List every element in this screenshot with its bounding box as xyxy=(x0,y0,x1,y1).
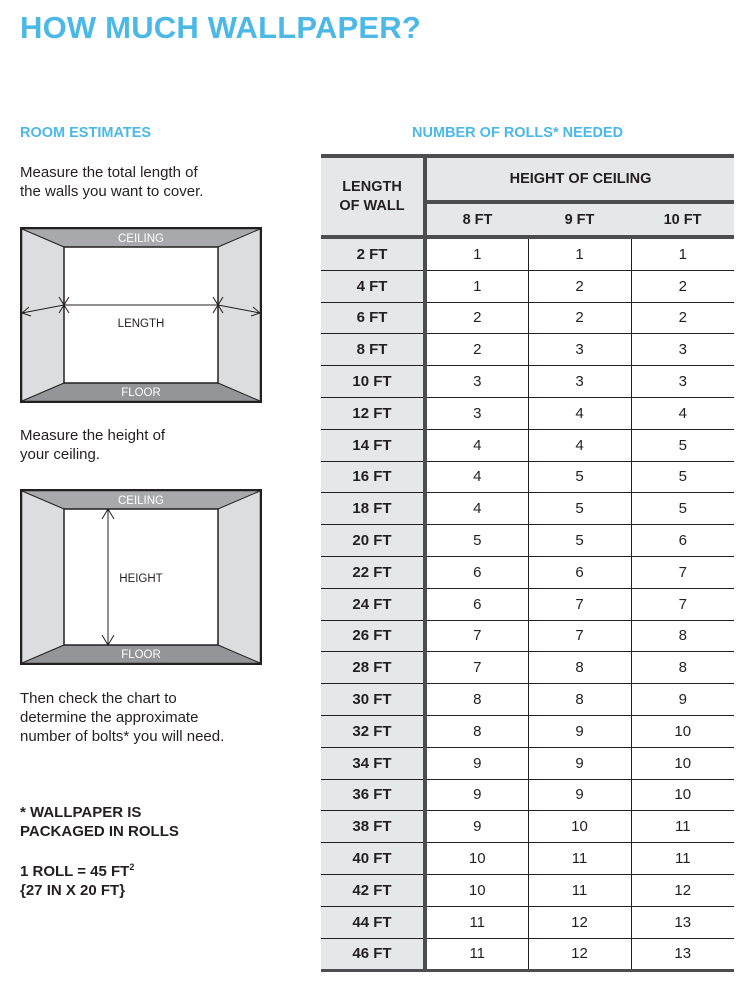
rolls-value-cell: 9 xyxy=(528,779,631,811)
rolls-value-cell: 13 xyxy=(631,938,734,971)
rolls-value-cell: 3 xyxy=(631,366,734,398)
table-row xyxy=(321,525,734,557)
length-label: LENGTH xyxy=(117,318,165,330)
table-row xyxy=(321,302,734,334)
rolls-value-cell: 7 xyxy=(528,588,631,620)
length-diagram xyxy=(20,227,262,403)
rolls-value-cell: 8 xyxy=(425,715,528,747)
squared-superscript: 2 xyxy=(129,862,135,872)
page-title: HOW MUCH WALLPAPER? xyxy=(20,10,422,45)
wall-length-cell: 2 FT xyxy=(321,237,425,270)
rolls-value-cell: 6 xyxy=(425,556,528,588)
table-row xyxy=(321,556,734,588)
wall-length-cell: 30 FT xyxy=(321,684,425,716)
rolls-value-cell: 5 xyxy=(425,525,528,557)
rolls-needed-heading: NUMBER OF ROLLS* NEEDED xyxy=(412,125,624,141)
roll-area-text: 1 ROLL = 45 FT xyxy=(20,863,130,880)
table-row xyxy=(321,906,734,938)
step-measure-length-text: Measure the total length of the walls you want to cover. xyxy=(20,164,204,200)
rolls-value-cell: 9 xyxy=(631,684,734,716)
table-row xyxy=(321,334,734,366)
wall-length-cell: 10 FT xyxy=(321,366,425,398)
floor-label: FLOOR xyxy=(121,649,161,661)
table-row xyxy=(321,366,734,398)
rolls-value-cell: 11 xyxy=(425,906,528,938)
rolls-value-cell: 3 xyxy=(631,334,734,366)
rolls-value-cell: 1 xyxy=(425,237,528,270)
rolls-value-cell: 2 xyxy=(528,302,631,334)
table-row xyxy=(321,684,734,716)
rolls-value-cell: 3 xyxy=(528,334,631,366)
column-header-9ft: 9 FT xyxy=(528,202,631,237)
rolls-value-cell: 10 xyxy=(425,843,528,875)
rolls-value-cell: 9 xyxy=(528,715,631,747)
rolls-value-cell: 3 xyxy=(528,366,631,398)
column-header-10ft: 10 FT xyxy=(631,202,734,237)
wall-length-cell: 18 FT xyxy=(321,493,425,525)
rolls-value-cell: 6 xyxy=(425,588,528,620)
rolls-value-cell: 9 xyxy=(425,779,528,811)
table-row xyxy=(321,270,734,302)
wall-length-cell: 32 FT xyxy=(321,715,425,747)
ceiling-label: CEILING xyxy=(117,233,165,245)
rolls-value-cell: 4 xyxy=(425,429,528,461)
rolls-value-cell: 12 xyxy=(528,906,631,938)
rolls-value-cell: 5 xyxy=(631,493,734,525)
wall-length-cell: 20 FT xyxy=(321,525,425,557)
wall-length-cell: 42 FT xyxy=(321,874,425,906)
rolls-value-cell: 7 xyxy=(528,620,631,652)
table-row xyxy=(321,620,734,652)
rolls-value-cell: 2 xyxy=(631,270,734,302)
step-check-chart-text: Then check the chart to determine the approximate number of bolts* you will need. xyxy=(20,690,225,745)
ceiling-label: CEILING xyxy=(117,495,165,507)
wall-length-cell: 38 FT xyxy=(321,811,425,843)
wall-length-cell: 34 FT xyxy=(321,747,425,779)
rolls-value-cell: 9 xyxy=(425,747,528,779)
floor-label: FLOOR xyxy=(121,387,161,399)
rolls-value-cell: 9 xyxy=(425,811,528,843)
rolls-value-cell: 11 xyxy=(631,811,734,843)
rolls-value-cell: 6 xyxy=(631,525,734,557)
rolls-value-cell: 5 xyxy=(528,525,631,557)
rolls-value-cell: 1 xyxy=(425,270,528,302)
rolls-value-cell: 8 xyxy=(631,620,734,652)
rolls-value-cell: 2 xyxy=(425,334,528,366)
rolls-value-cell: 7 xyxy=(631,556,734,588)
roll-dimensions-text: {27 IN X 20 FT} xyxy=(20,882,126,899)
length-of-wall-header: LENGTH OF WALL xyxy=(321,156,425,237)
room-estimates-heading: ROOM ESTIMATES xyxy=(20,125,152,141)
rolls-value-cell: 2 xyxy=(425,302,528,334)
rolls-value-cell: 11 xyxy=(425,938,528,971)
rolls-value-cell: 10 xyxy=(425,874,528,906)
rolls-value-cell: 1 xyxy=(528,237,631,270)
rolls-value-cell: 3 xyxy=(425,366,528,398)
rolls-value-cell: 2 xyxy=(528,270,631,302)
wall-length-cell: 12 FT xyxy=(321,397,425,429)
table-row xyxy=(321,588,734,620)
rolls-value-cell: 10 xyxy=(631,747,734,779)
step-measure-height-text: Measure the height of your ceiling. xyxy=(20,427,166,463)
wall-length-cell: 44 FT xyxy=(321,906,425,938)
table-row xyxy=(321,429,734,461)
wall-length-cell: 46 FT xyxy=(321,938,425,971)
rolls-value-cell: 2 xyxy=(631,302,734,334)
rolls-value-cell: 12 xyxy=(631,874,734,906)
rolls-value-cell: 11 xyxy=(528,874,631,906)
wall-length-cell: 22 FT xyxy=(321,556,425,588)
rolls-value-cell: 11 xyxy=(528,843,631,875)
table-row xyxy=(321,715,734,747)
rolls-value-cell: 10 xyxy=(631,779,734,811)
wall-length-cell: 24 FT xyxy=(321,588,425,620)
rolls-value-cell: 7 xyxy=(631,588,734,620)
height-diagram xyxy=(20,489,262,665)
rolls-value-cell: 8 xyxy=(425,684,528,716)
rolls-value-cell: 5 xyxy=(528,461,631,493)
table-row xyxy=(321,938,734,971)
wall-length-cell: 26 FT xyxy=(321,620,425,652)
wall-length-cell: 16 FT xyxy=(321,461,425,493)
height-of-ceiling-header: HEIGHT OF CEILING xyxy=(425,156,734,202)
wall-length-cell: 40 FT xyxy=(321,843,425,875)
table-row xyxy=(321,237,734,270)
rolls-value-cell: 12 xyxy=(528,938,631,971)
rolls-value-cell: 3 xyxy=(425,397,528,429)
rolls-value-cell: 5 xyxy=(631,429,734,461)
rolls-value-cell: 7 xyxy=(425,620,528,652)
rolls-value-cell: 4 xyxy=(528,397,631,429)
table-row xyxy=(321,779,734,811)
table-row xyxy=(321,747,734,779)
rolls-value-cell: 13 xyxy=(631,906,734,938)
column-header-8ft: 8 FT xyxy=(425,202,528,237)
rolls-value-cell: 4 xyxy=(425,493,528,525)
roll-size-formula xyxy=(20,858,134,900)
rolls-value-cell: 6 xyxy=(528,556,631,588)
rolls-value-cell: 10 xyxy=(631,715,734,747)
table-row xyxy=(321,811,734,843)
wall-length-cell: 6 FT xyxy=(321,302,425,334)
height-label: HEIGHT xyxy=(119,573,163,585)
rolls-value-cell: 10 xyxy=(528,811,631,843)
rolls-value-cell: 8 xyxy=(631,652,734,684)
wall-length-cell: 8 FT xyxy=(321,334,425,366)
rolls-value-cell: 7 xyxy=(425,652,528,684)
rolls-value-cell: 8 xyxy=(528,652,631,684)
rolls-value-cell: 1 xyxy=(631,237,734,270)
rolls-value-cell: 8 xyxy=(528,684,631,716)
wall-length-cell: 4 FT xyxy=(321,270,425,302)
rolls-value-cell: 4 xyxy=(528,429,631,461)
table-row xyxy=(321,652,734,684)
wall-length-cell: 14 FT xyxy=(321,429,425,461)
table-row xyxy=(321,493,734,525)
packaging-note: * WALLPAPER IS PACKAGED IN ROLLS xyxy=(20,804,179,840)
wall-length-cell: 36 FT xyxy=(321,779,425,811)
table-row xyxy=(321,397,734,429)
rolls-value-cell: 5 xyxy=(528,493,631,525)
rolls-value-cell: 9 xyxy=(528,747,631,779)
rolls-value-cell: 4 xyxy=(425,461,528,493)
rolls-needed-table xyxy=(321,154,734,972)
table-row xyxy=(321,874,734,906)
rolls-value-cell: 11 xyxy=(631,843,734,875)
rolls-value-cell: 5 xyxy=(631,461,734,493)
table-row xyxy=(321,843,734,875)
rolls-value-cell: 4 xyxy=(631,397,734,429)
wall-length-cell: 28 FT xyxy=(321,652,425,684)
table-row xyxy=(321,461,734,493)
